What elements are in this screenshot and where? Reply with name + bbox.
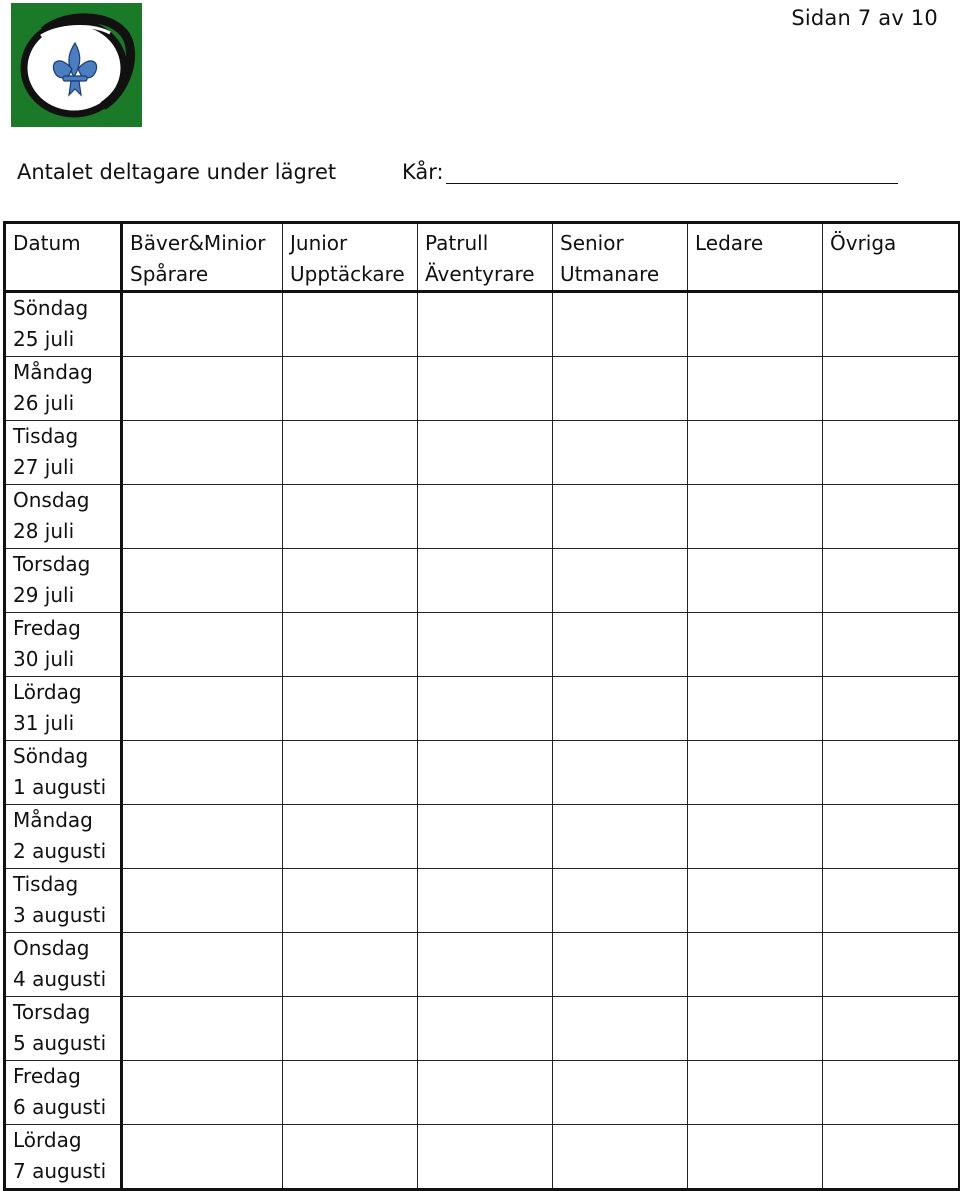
column-header-ovriga (823, 223, 960, 292)
count-entry-cell[interactable] (122, 677, 283, 741)
count-entry-cell[interactable] (823, 805, 960, 869)
column-header-line2: Utmanare (560, 262, 660, 286)
count-entry-cell[interactable] (418, 741, 553, 805)
count-entry-cell[interactable] (553, 485, 688, 549)
count-entry-cell[interactable] (553, 1061, 688, 1125)
date-label: 7 augusti (13, 1159, 107, 1183)
date-cell (5, 357, 122, 421)
count-entry-cell[interactable] (553, 805, 688, 869)
scout-logo-icon (11, 3, 142, 127)
count-entry-cell[interactable] (688, 613, 823, 677)
count-entry-cell[interactable] (823, 741, 960, 805)
count-entry-cell[interactable] (553, 292, 688, 357)
day-label: Måndag (13, 808, 93, 832)
count-entry-cell[interactable] (553, 357, 688, 421)
date-label: 28 juli (13, 519, 75, 543)
count-entry-cell[interactable] (418, 357, 553, 421)
count-entry-cell[interactable] (688, 805, 823, 869)
column-header-baver-minior (122, 223, 283, 292)
count-entry-cell[interactable] (823, 613, 960, 677)
kar-input-line[interactable] (446, 161, 898, 184)
count-entry-cell[interactable] (688, 421, 823, 485)
column-header-line2: Upptäckare (290, 262, 405, 286)
kar-field[interactable] (402, 160, 898, 184)
column-header-junior (283, 223, 418, 292)
column-header-line1: Datum (13, 231, 81, 255)
table-row (5, 869, 960, 933)
date-label: 25 juli (13, 327, 75, 351)
day-label: Fredag (13, 616, 81, 640)
table-row (5, 1061, 960, 1125)
count-entry-cell[interactable] (823, 1061, 960, 1125)
count-entry-cell[interactable] (122, 613, 283, 677)
count-entry-cell[interactable] (688, 1125, 823, 1190)
count-entry-cell[interactable] (553, 997, 688, 1061)
column-header-line2: Äventyrare (425, 262, 535, 286)
day-label: Söndag (13, 744, 89, 768)
date-label: 2 augusti (13, 839, 107, 863)
day-label: Söndag (13, 296, 89, 320)
count-entry-cell[interactable] (823, 549, 960, 613)
day-label: Torsdag (13, 1000, 91, 1024)
day-label: Lördag (13, 680, 82, 704)
count-entry-cell[interactable] (688, 549, 823, 613)
count-entry-cell[interactable] (418, 997, 553, 1061)
count-entry-cell[interactable] (122, 1061, 283, 1125)
column-header-line1: Patrull (425, 231, 489, 255)
count-entry-cell[interactable] (122, 421, 283, 485)
day-label: Tisdag (13, 424, 79, 448)
count-entry-cell[interactable] (823, 997, 960, 1061)
count-entry-cell[interactable] (688, 933, 823, 997)
date-label: 31 juli (13, 711, 75, 735)
day-label: Onsdag (13, 488, 90, 512)
count-entry-cell[interactable] (688, 485, 823, 549)
day-label: Tisdag (13, 872, 79, 896)
date-cell (5, 292, 122, 357)
date-cell (5, 613, 122, 677)
page-number: Sidan 7 av 10 (791, 6, 938, 30)
count-entry-cell[interactable] (283, 549, 418, 613)
count-entry-cell[interactable] (418, 933, 553, 997)
count-entry-cell[interactable] (122, 869, 283, 933)
count-entry-cell[interactable] (283, 292, 418, 357)
day-label: Måndag (13, 360, 93, 384)
table-row (5, 292, 960, 357)
date-label: 4 augusti (13, 967, 107, 991)
count-entry-cell[interactable] (122, 997, 283, 1061)
count-entry-cell[interactable] (283, 741, 418, 805)
count-entry-cell[interactable] (122, 741, 283, 805)
table-row (5, 997, 960, 1061)
count-entry-cell[interactable] (122, 933, 283, 997)
count-entry-cell[interactable] (823, 677, 960, 741)
day-label: Onsdag (13, 936, 90, 960)
count-entry-cell[interactable] (122, 1125, 283, 1190)
column-header-line1: Junior (290, 231, 348, 255)
count-entry-cell[interactable] (418, 1125, 553, 1190)
count-entry-cell[interactable] (688, 292, 823, 357)
table-row (5, 741, 960, 805)
column-header-line2: Spårare (130, 262, 209, 286)
count-entry-cell[interactable] (122, 805, 283, 869)
date-label: 1 augusti (13, 775, 107, 799)
table-row (5, 933, 960, 997)
count-entry-cell[interactable] (418, 805, 553, 869)
count-entry-cell[interactable] (553, 869, 688, 933)
column-header-senior (553, 223, 688, 292)
count-entry-cell[interactable] (823, 292, 960, 357)
count-entry-cell[interactable] (283, 997, 418, 1061)
column-header-datum (5, 223, 122, 292)
date-label: 26 juli (13, 391, 75, 415)
count-entry-cell[interactable] (283, 613, 418, 677)
column-header-line1: Övriga (830, 231, 897, 255)
count-entry-cell[interactable] (553, 421, 688, 485)
count-entry-cell[interactable] (122, 292, 283, 357)
date-cell (5, 933, 122, 997)
count-entry-cell[interactable] (418, 677, 553, 741)
count-entry-cell[interactable] (283, 869, 418, 933)
count-entry-cell[interactable] (418, 869, 553, 933)
count-entry-cell[interactable] (688, 677, 823, 741)
date-cell (5, 421, 122, 485)
form-heading: Antalet deltagare under lägret (17, 160, 337, 184)
count-entry-cell[interactable] (418, 613, 553, 677)
count-entry-cell[interactable] (553, 741, 688, 805)
count-entry-cell[interactable] (553, 613, 688, 677)
count-entry-cell[interactable] (688, 357, 823, 421)
kar-label: Kår: (402, 160, 444, 184)
date-label: 30 juli (13, 647, 75, 671)
count-entry-cell[interactable] (553, 549, 688, 613)
day-label: Lördag (13, 1128, 82, 1152)
day-label: Fredag (13, 1064, 81, 1088)
date-cell (5, 741, 122, 805)
column-header-patrull (418, 223, 553, 292)
date-cell (5, 485, 122, 549)
count-entry-cell[interactable] (283, 677, 418, 741)
column-header-line1: Bäver&Minior (130, 231, 266, 255)
table-row (5, 357, 960, 421)
date-label: 27 juli (13, 455, 75, 479)
count-entry-cell[interactable] (418, 485, 553, 549)
date-cell (5, 869, 122, 933)
count-entry-cell[interactable] (122, 357, 283, 421)
count-entry-cell[interactable] (688, 1061, 823, 1125)
count-entry-cell[interactable] (283, 1125, 418, 1190)
date-cell (5, 677, 122, 741)
date-label: 29 juli (13, 583, 75, 607)
count-entry-cell[interactable] (283, 933, 418, 997)
count-entry-cell[interactable] (553, 933, 688, 997)
count-entry-cell[interactable] (688, 741, 823, 805)
count-entry-cell[interactable] (823, 933, 960, 997)
count-entry-cell[interactable] (283, 357, 418, 421)
count-entry-cell[interactable] (418, 1061, 553, 1125)
count-entry-cell[interactable] (418, 292, 553, 357)
table-row (5, 677, 960, 741)
count-entry-cell[interactable] (688, 997, 823, 1061)
date-label: 5 augusti (13, 1031, 107, 1055)
count-entry-cell[interactable] (283, 805, 418, 869)
count-entry-cell[interactable] (418, 549, 553, 613)
count-entry-cell[interactable] (418, 421, 553, 485)
date-cell (5, 805, 122, 869)
count-entry-cell[interactable] (823, 357, 960, 421)
count-entry-cell[interactable] (283, 421, 418, 485)
count-entry-cell[interactable] (122, 549, 283, 613)
column-header-line1: Ledare (695, 231, 764, 255)
date-cell (5, 997, 122, 1061)
count-entry-cell[interactable] (283, 1061, 418, 1125)
date-cell (5, 1061, 122, 1125)
count-entry-cell[interactable] (283, 485, 418, 549)
table-row (5, 1125, 960, 1190)
count-entry-cell[interactable] (553, 677, 688, 741)
column-header-ledare (688, 223, 823, 292)
date-label: 3 augusti (13, 903, 107, 927)
count-entry-cell[interactable] (823, 421, 960, 485)
count-entry-cell[interactable] (688, 869, 823, 933)
count-entry-cell[interactable] (823, 869, 960, 933)
column-header-line1: Senior (560, 231, 624, 255)
date-cell (5, 1125, 122, 1190)
table-row (5, 805, 960, 869)
date-cell (5, 549, 122, 613)
count-entry-cell[interactable] (823, 1125, 960, 1190)
table-row (5, 549, 960, 613)
count-entry-cell[interactable] (122, 485, 283, 549)
attendance-table (3, 221, 960, 1191)
table-row (5, 613, 960, 677)
date-label: 6 augusti (13, 1095, 107, 1119)
count-entry-cell[interactable] (823, 485, 960, 549)
table-row (5, 421, 960, 485)
table-row (5, 485, 960, 549)
day-label: Torsdag (13, 552, 91, 576)
count-entry-cell[interactable] (553, 1125, 688, 1190)
header-row (5, 223, 960, 292)
